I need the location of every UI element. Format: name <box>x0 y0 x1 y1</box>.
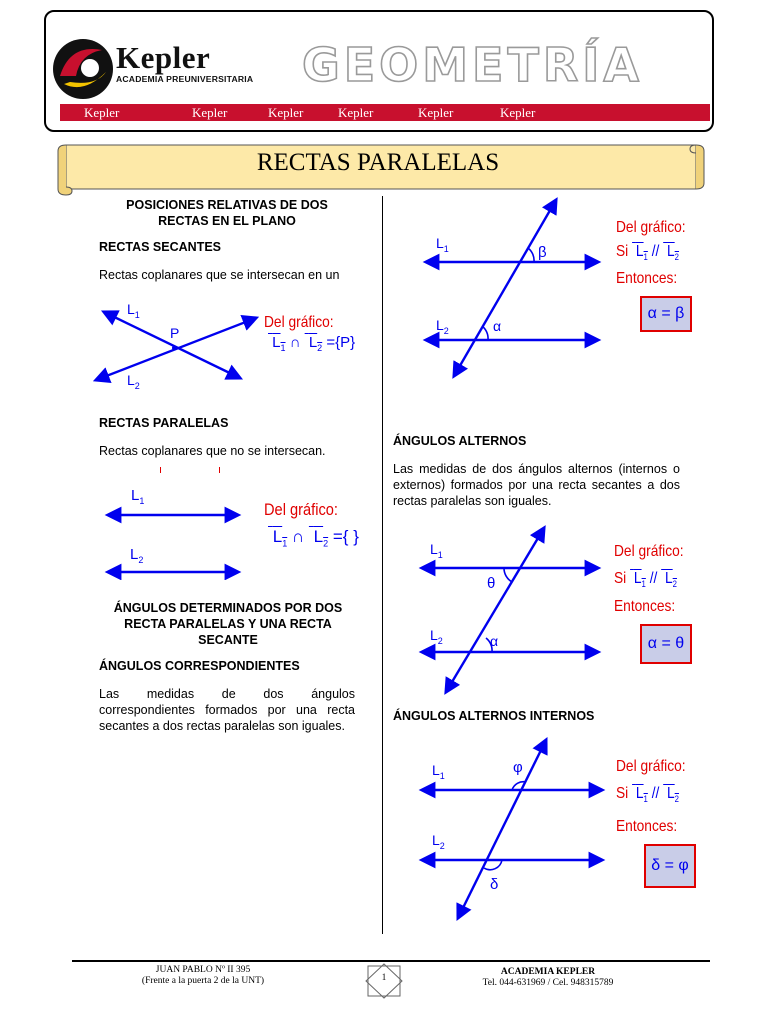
fig5-result-box: δ = φ <box>644 844 696 888</box>
red-tick-mark <box>219 467 220 473</box>
intro-heading: POSICIONES RELATIVAS DE DOS RECTAS EN EL PLANO <box>126 198 328 228</box>
nav-item-5[interactable]: Kepler <box>418 105 454 120</box>
fig3-angle-beta: β <box>538 244 547 261</box>
correspondientes-heading: ÁNGULOS CORRESPONDIENTES <box>99 659 300 673</box>
subject-title: GEOMETRÍA <box>302 38 643 92</box>
alternate-angles-figure <box>418 524 608 696</box>
fig5-angle-delta: δ <box>490 876 499 893</box>
footer-academy-name: ACADEMIA KEPLER <box>500 967 596 977</box>
nav-item-2[interactable]: Kepler <box>192 105 228 120</box>
alternos-text: Las medidas de dos ángulos alternos (internos o externos) formados por una recta secantes a dos rectas paralelas son iguales. <box>393 462 680 508</box>
fig2-l2-label: $L_2$ <box>130 546 144 565</box>
page-number: 1 <box>381 972 387 982</box>
logo-subtitle: ACADEMIA PREUNIVERSITARIA <box>116 74 254 84</box>
fig3-angle-alpha: α <box>493 318 502 334</box>
nav-item-6[interactable]: Kepler <box>500 105 536 120</box>
fig1-point-label: P <box>170 325 180 341</box>
nav-item-3[interactable]: Kepler <box>268 105 304 120</box>
nav-item-1[interactable]: Kepler <box>84 105 120 120</box>
fig1-intersection-expr: $L_1$ ∩ $L_2 =\{P\}$ <box>272 334 356 353</box>
fig2-l1-label: $L_1$ <box>131 487 145 506</box>
fig1-del-grafico: Del gráfico: <box>264 314 334 331</box>
parallel-lines-figure <box>104 500 244 580</box>
correspondientes-text: Las medidas de dos ángulos correspondientes formados por una recta secantes a dos rectas paralelas son iguales. <box>99 687 355 733</box>
fig4-angle-theta: θ <box>487 575 496 592</box>
fig4-entonces: Entonces: <box>614 598 676 615</box>
fig5-l1-label: $L_1$ <box>432 762 445 781</box>
paralelas-heading: RECTAS PARALELAS <box>99 416 229 430</box>
fig2-intersection-expr: $L_1$ ∩ $L_2$ ={ } <box>272 527 359 549</box>
angulos-heading: ÁNGULOS DETERMINADOS POR DOS RECTA PARALELAS Y UNA RECTA SECANTE <box>113 601 343 647</box>
alternos-heading: ÁNGULOS ALTERNOS <box>393 434 527 448</box>
fig2-del-grafico: Del gráfico: <box>264 500 338 519</box>
fig4-angle-alpha: α <box>490 633 499 649</box>
fig3-l1-label: $L_1$ <box>436 235 449 254</box>
fig5-del-grafico: Del gráfico: <box>616 758 686 775</box>
alternos-internos-heading: ÁNGULOS ALTERNOS INTERNOS <box>393 709 595 723</box>
paralelas-text: Rectas coplanares que no se intersecan. <box>99 444 326 458</box>
footer-address-line2: (Frente a la puerta 2 de la UNT) <box>141 976 265 986</box>
footer-address-line1: JUAN PABLO Nº II 395 <box>155 965 251 975</box>
fig3-result-box: α = β <box>640 296 692 332</box>
fig3-parallel-expr: Si $L_1 // L_2$ <box>616 243 679 263</box>
footer-phone: Tel. 044-631969 / Cel. 948315789 <box>482 978 614 988</box>
fig1-l1-label: $L_1$ <box>127 301 140 320</box>
footer-address <box>108 965 298 987</box>
fig4-parallel-expr: Si $L_1 // L_2$ <box>614 570 677 590</box>
footer-contact <box>448 967 648 989</box>
fig5-entonces: Entonces: <box>616 818 678 835</box>
fig3-entonces: Entonces: <box>616 270 678 287</box>
fig5-l2-label: $L_2$ <box>432 832 445 851</box>
fig3-del-grafico: Del gráfico: <box>616 219 686 236</box>
page-title: RECTAS PARALELAS <box>256 149 500 176</box>
fig1-l2-label: $L_2$ <box>127 372 140 391</box>
red-tick-mark <box>160 467 161 473</box>
fig4-result-box: α = θ <box>640 624 692 664</box>
fig3-l2-label: $L_2$ <box>436 317 449 336</box>
fig4-l2-label: $L_2$ <box>430 627 443 646</box>
logo-name: Kepler <box>116 40 211 75</box>
corresponding-angles-figure <box>420 196 610 382</box>
kepler-logo-icon <box>50 36 116 102</box>
secantes-text: Rectas coplanares que se intersecan en un <box>99 268 340 282</box>
column-divider <box>382 196 383 934</box>
secantes-heading: RECTAS SECANTES <box>99 240 222 254</box>
fig4-l1-label: $L_1$ <box>430 541 443 560</box>
nav-item-4[interactable]: Kepler <box>338 105 374 120</box>
fig5-parallel-expr: Si $L_1 // L_2$ <box>616 785 679 805</box>
nav-bar <box>60 104 710 121</box>
secant-lines-figure <box>88 296 268 396</box>
fig4-del-grafico: Del gráfico: <box>614 543 684 560</box>
fig5-angle-phi: φ <box>513 759 523 776</box>
